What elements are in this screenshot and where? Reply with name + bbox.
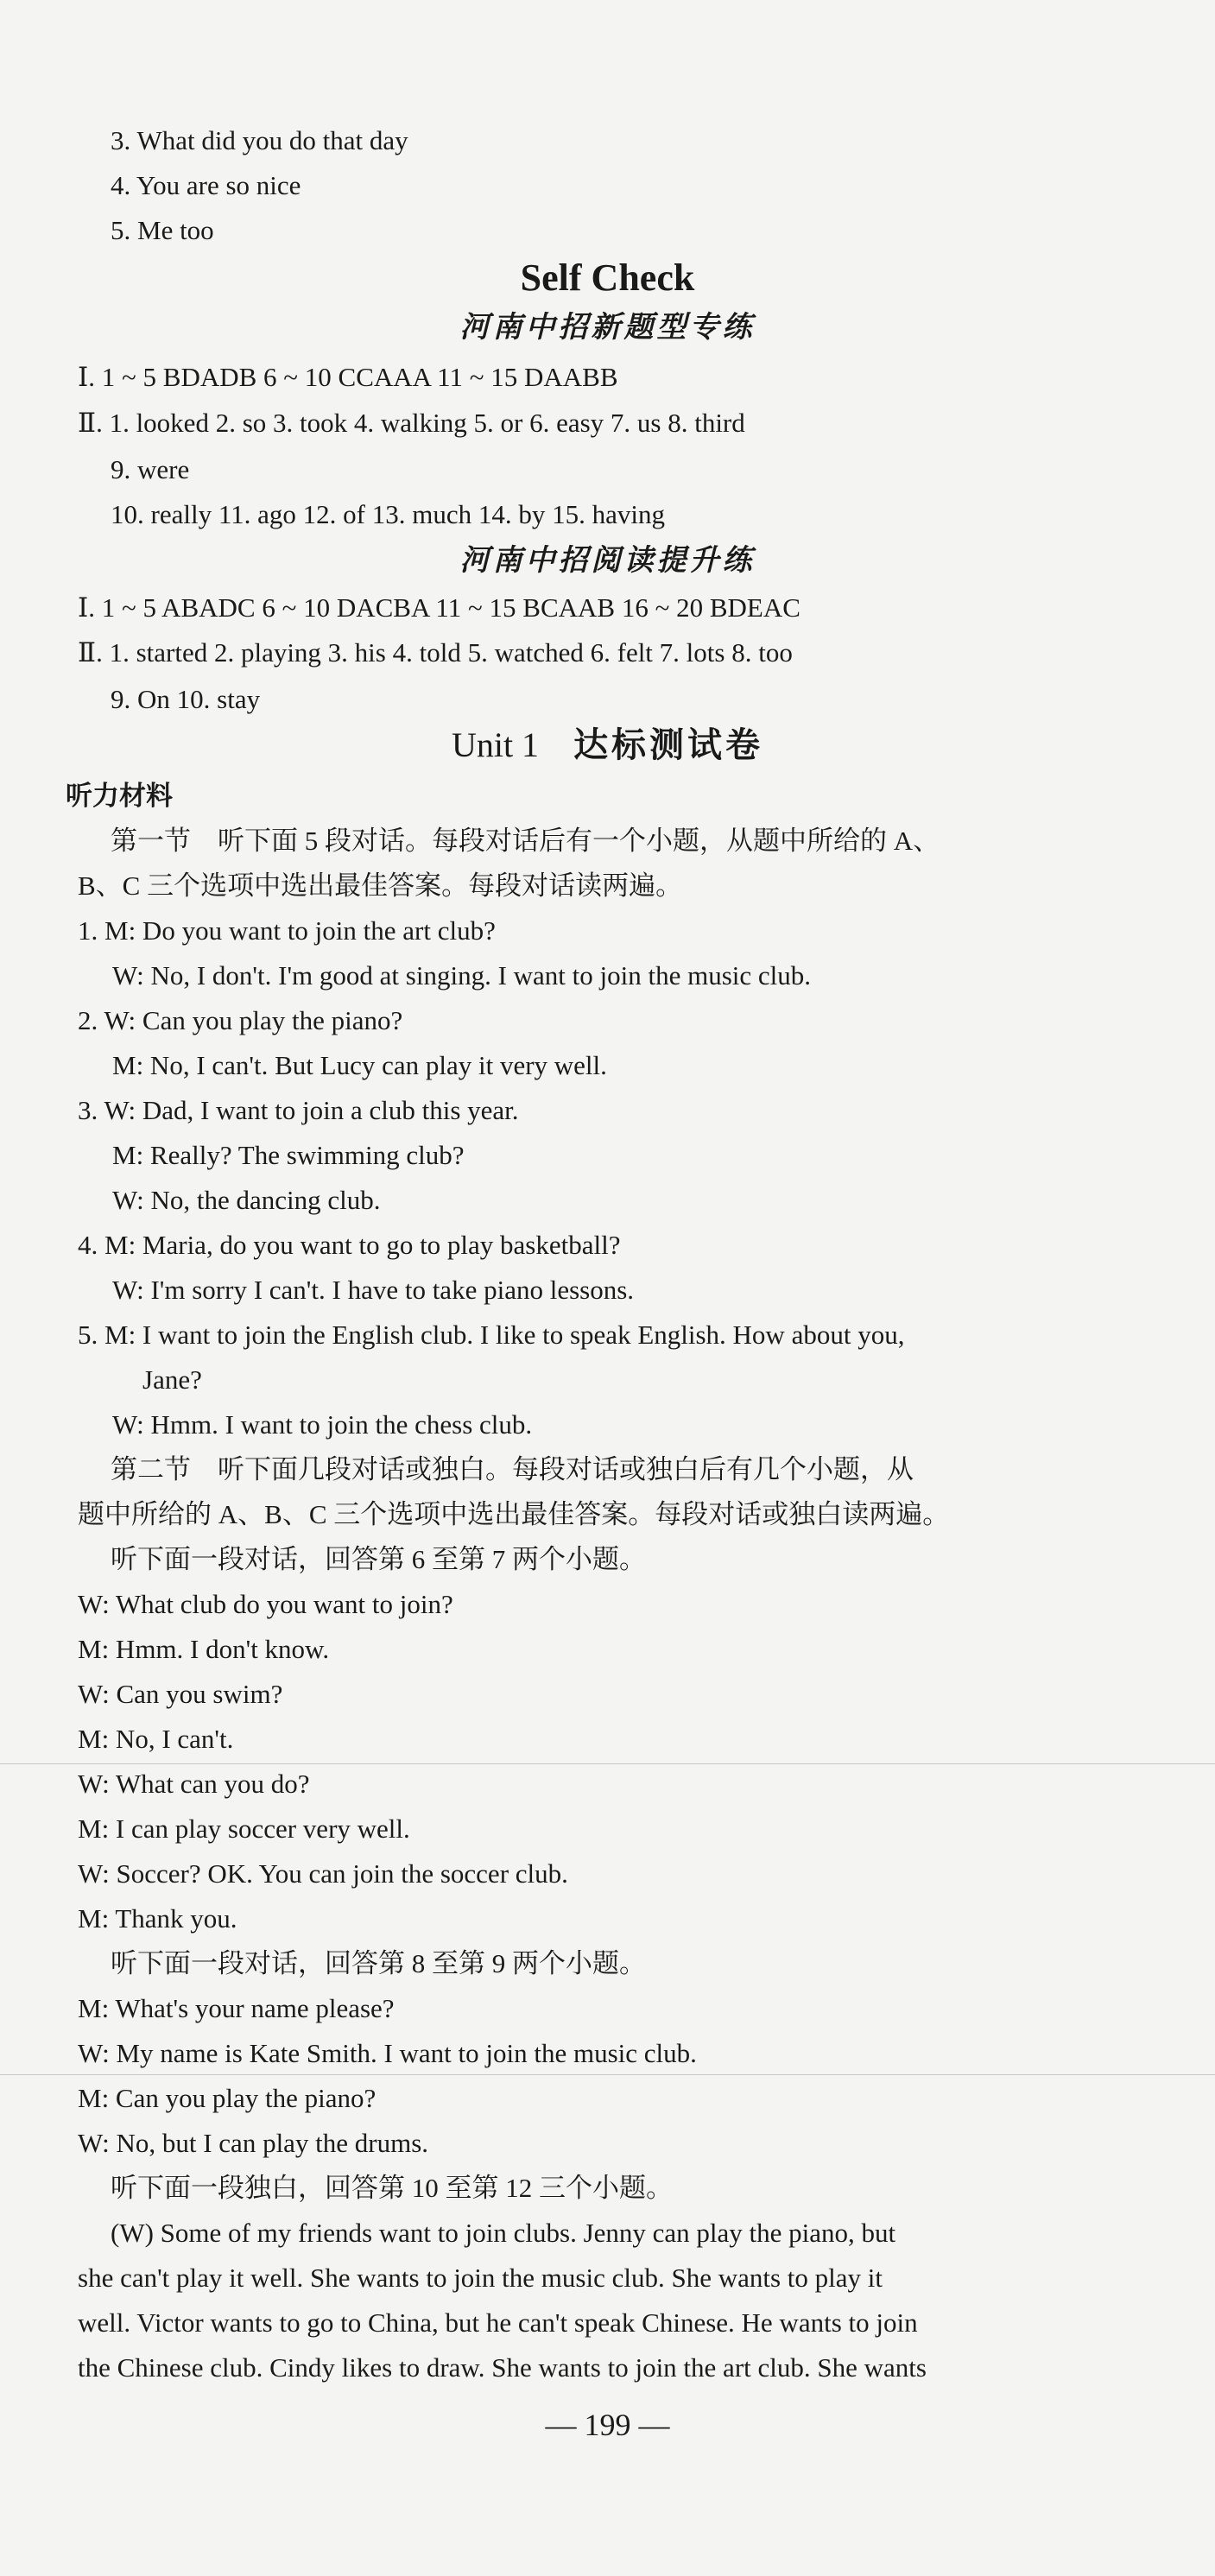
instruction: 听下面一段对话，回答第 8 至第 9 两个小题。 bbox=[111, 1948, 646, 1978]
listening-material-label: 听力材料 bbox=[66, 781, 173, 811]
unit-title bbox=[0, 724, 1215, 767]
dialogue-line: M: Hmm. I don't know. bbox=[78, 1634, 330, 1664]
page-number: — 199 — bbox=[545, 2408, 670, 2442]
dialogue-line: M: What's your name please? bbox=[78, 1993, 395, 2023]
instruction: 第一节 听下面 5 段对话。每段对话后有一个小题，从题中所给的 A、 bbox=[111, 826, 940, 856]
dialogue-line: W: Hmm. I want to join the chess club. bbox=[112, 1409, 533, 1440]
answer-line: Ⅱ. 1. started 2. playing 3. his 4. told 5. watched 6. felt 7. lots 8. too bbox=[78, 637, 793, 668]
passage-line: (W) Some of my friends want to join clubs. Jenny can play the piano, but bbox=[111, 2218, 896, 2248]
dialogue-line: W: What club do you want to join? bbox=[78, 1589, 453, 1619]
dialogue-line: W: I'm sorry I can't. I have to take piano lessons. bbox=[112, 1275, 635, 1305]
dialogue-line: W: Soccer? OK. You can join the soccer club. bbox=[78, 1858, 568, 1889]
instruction: 听下面一段独白，回答第 10 至第 12 三个小题。 bbox=[111, 2173, 673, 2203]
passage-line: well. Victor wants to go to China, but he can't speak Chinese. He wants to join bbox=[78, 2307, 918, 2338]
dialogue-line: M: Can you play the piano? bbox=[78, 2083, 377, 2113]
dialogue-line: 1. M: Do you want to join the art club? bbox=[78, 915, 496, 946]
dialogue-line: W: Can you swim? bbox=[78, 1679, 283, 1709]
subsection-title: 河南中招新题型专练 bbox=[459, 312, 756, 344]
unit-title-cn: 达标测试卷 bbox=[573, 725, 764, 764]
dialogue-line: W: No, the dancing club. bbox=[112, 1185, 381, 1215]
answer-line: Ⅰ. 1 ~ 5 ABADC 6 ~ 10 DACBA 11 ~ 15 BCAAB 16 ~ 20 BDEAC bbox=[78, 592, 801, 623]
passage-line: the Chinese club. Cindy likes to draw. She wants to join the art club. She wants bbox=[78, 2352, 927, 2383]
answer-line: 4. You are so nice bbox=[111, 170, 301, 200]
dialogue-line: 4. M: Maria, do you want to go to play basketball? bbox=[78, 1230, 621, 1260]
unit-title-en: Unit 1 bbox=[451, 725, 540, 764]
instruction: 第二节 听下面几段对话或独白。每段对话或独白后有几个小题，从 bbox=[111, 1454, 914, 1484]
dialogue-line: 5. M: I want to join the English club. I like to speak English. How about you, bbox=[78, 1320, 905, 1350]
scan-fold-line bbox=[0, 2074, 1215, 2075]
dialogue-line: W: No, I don't. I'm good at singing. I want to join the music club. bbox=[112, 960, 812, 991]
section-title: Self Check bbox=[520, 256, 695, 299]
dialogue-line: 2. W: Can you play the piano? bbox=[78, 1005, 403, 1035]
instruction: 题中所给的 A、B、C 三个选项中选出最佳答案。每段对话或独白读两遍。 bbox=[78, 1499, 950, 1529]
subsection-title: 河南中招阅读提升练 bbox=[459, 545, 756, 577]
dialogue-line: W: No, but I can play the drums. bbox=[78, 2128, 429, 2158]
dialogue-line: Jane? bbox=[142, 1364, 202, 1395]
instruction: 听下面一段对话，回答第 6 至第 7 两个小题。 bbox=[111, 1544, 646, 1574]
dialogue-line: 3. W: Dad, I want to join a club this year. bbox=[78, 1095, 519, 1125]
answer-line: 10. really 11. ago 12. of 13. much 14. by 15. having bbox=[111, 499, 665, 529]
dialogue-line: M: No, I can't. But Lucy can play it very well. bbox=[112, 1050, 607, 1080]
passage-line: she can't play it well. She wants to join the music club. She wants to play it bbox=[78, 2263, 883, 2293]
answer-line: 5. Me too bbox=[111, 215, 214, 245]
answer-line: 9. On 10. stay bbox=[111, 684, 261, 714]
dialogue-line: M: I can play soccer very well. bbox=[78, 1813, 410, 1844]
dialogue-line: M: Thank you. bbox=[78, 1903, 237, 1934]
answer-line: 3. What did you do that day bbox=[111, 125, 408, 155]
scan-fold-line bbox=[0, 1763, 1215, 1764]
instruction: B、C 三个选项中选出最佳答案。每段对话读两遍。 bbox=[78, 870, 683, 901]
dialogue-line: M: Really? The swimming club? bbox=[112, 1140, 465, 1170]
answer-line: 9. were bbox=[111, 454, 190, 484]
answer-line: Ⅰ. 1 ~ 5 BDADB 6 ~ 10 CCAAA 11 ~ 15 DAABB bbox=[78, 362, 618, 392]
dialogue-line: W: What can you do? bbox=[78, 1769, 310, 1799]
dialogue-line: M: No, I can't. bbox=[78, 1724, 234, 1754]
answer-line: Ⅱ. 1. looked 2. so 3. took 4. walking 5. or 6. easy 7. us 8. third bbox=[78, 408, 745, 438]
dialogue-line: W: My name is Kate Smith. I want to join the music club. bbox=[78, 2038, 697, 2068]
